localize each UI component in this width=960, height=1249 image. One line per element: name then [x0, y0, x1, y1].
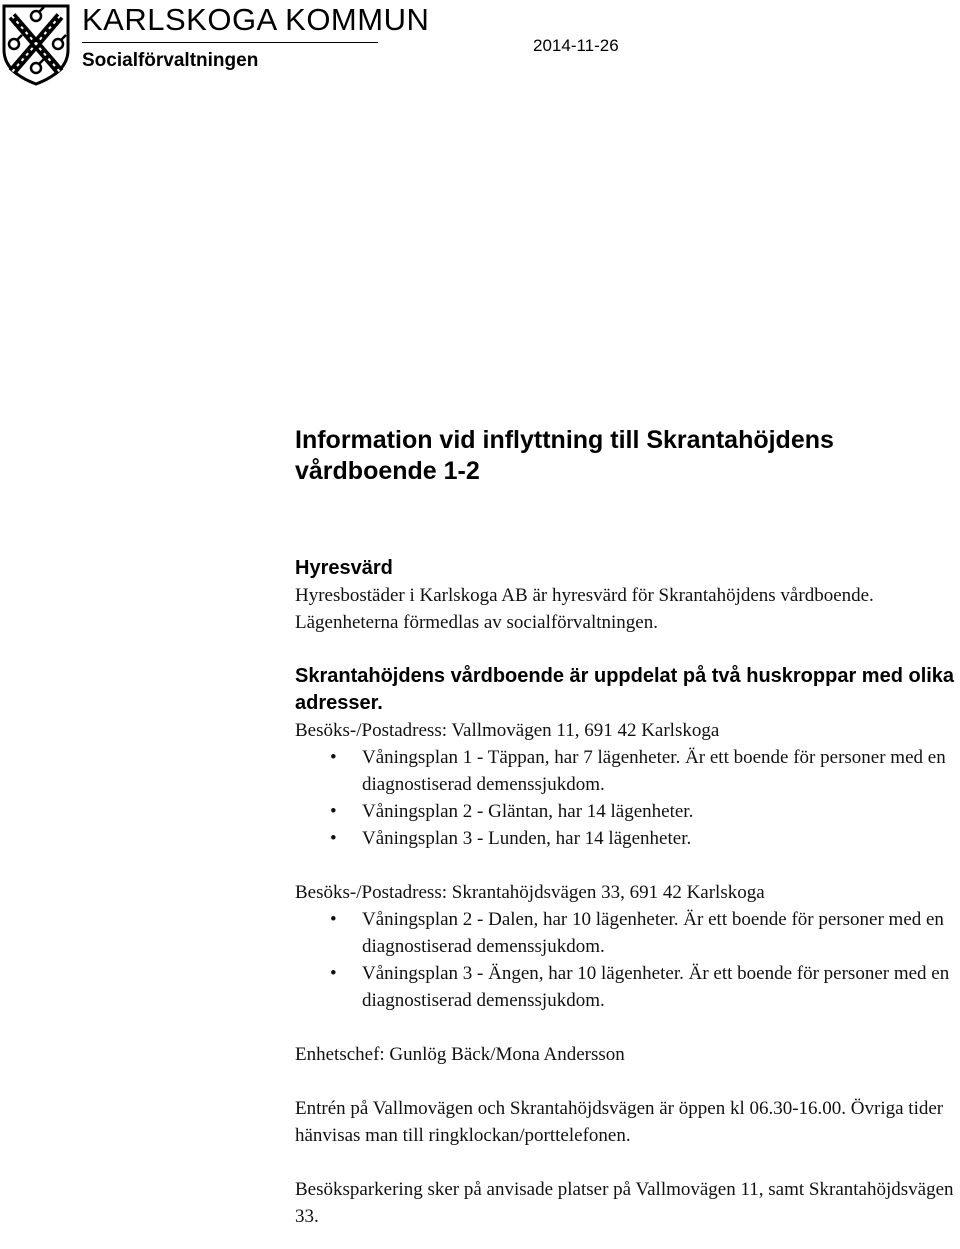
document-date: 2014-11-26: [533, 36, 619, 55]
bullet-icon: •: [330, 747, 337, 768]
document-body: [295, 425, 960, 1230]
document-title: Information vid inflyttning till Skrantahöjdens vårdboende 1-2: [295, 426, 834, 485]
entrance-hours: Entrén på Vallmovägen och Skrantahöjdsvägen är öppen kl 06.30-16.00. Övriga tider hänvisas man till ringklockan/porttelefonen.: [295, 1098, 944, 1146]
floor-text: Våningsplan 2 - Dalen, har 10 lägenheter. Är ett boende för personer med en diagnostiserad demenssjukdom.: [362, 909, 944, 957]
buildings-heading: Skrantahöjdens vårdboende är uppdelat på två huskroppar med olika adresser.: [295, 665, 955, 714]
list-item: [295, 825, 960, 852]
address-vallmovagen: Besöks-/Postadress: Vallmovägen 11, 691 42 Karlskoga: [295, 720, 720, 741]
bullet-icon: •: [330, 963, 337, 984]
department-name: Socialförvaltningen: [82, 50, 259, 71]
floor-text: Våningsplan 2 - Gläntan, har 14 lägenheter.: [362, 801, 694, 822]
coat-of-arms-icon: [0, 2, 72, 86]
bullet-icon: •: [330, 828, 337, 849]
unit-manager: Enhetschef: Gunlög Bäck/Mona Andersson: [295, 1044, 625, 1065]
bullet-icon: •: [330, 909, 337, 930]
floor-text: Våningsplan 3 - Ängen, har 10 lägenheter. Är ett boende för personer med en diagnostiserad demenssjukdom.: [362, 963, 950, 1011]
organization-name: KARLSKOGA KOMMUN: [82, 2, 430, 37]
list-item: [295, 960, 960, 1014]
floor-list-vallmovagen: [295, 744, 960, 852]
landlord-heading: Hyresvärd: [295, 557, 393, 579]
list-item: [295, 798, 960, 825]
floor-text: Våningsplan 1 - Täppan, har 7 lägenheter. Är ett boende för personer med en diagnostiserad demenssjukdom.: [362, 747, 946, 795]
list-item: [295, 744, 960, 798]
visitor-parking: Besöksparkering sker på anvisade platser på Vallmovägen 11, samt Skrantahöjdsvägen 33.: [295, 1179, 954, 1227]
floor-text: Våningsplan 3 - Lunden, har 14 lägenheter.: [362, 828, 692, 849]
landlord-text: Hyresbostäder i Karlskoga AB är hyresvärd för Skrantahöjdens vårdboende. Lägenheterna förmedlas av socialförvaltningen.: [295, 585, 874, 633]
municipality-logo: [0, 0, 430, 90]
logo-divider: [82, 42, 378, 43]
list-item: [295, 906, 960, 960]
address-skrantahojdsvagen: Besöks-/Postadress: Skrantahöjdsvägen 33, 691 42 Karlskoga: [295, 882, 765, 903]
floor-list-skrantahojdsvagen: [295, 906, 960, 1014]
bullet-icon: •: [330, 801, 337, 822]
